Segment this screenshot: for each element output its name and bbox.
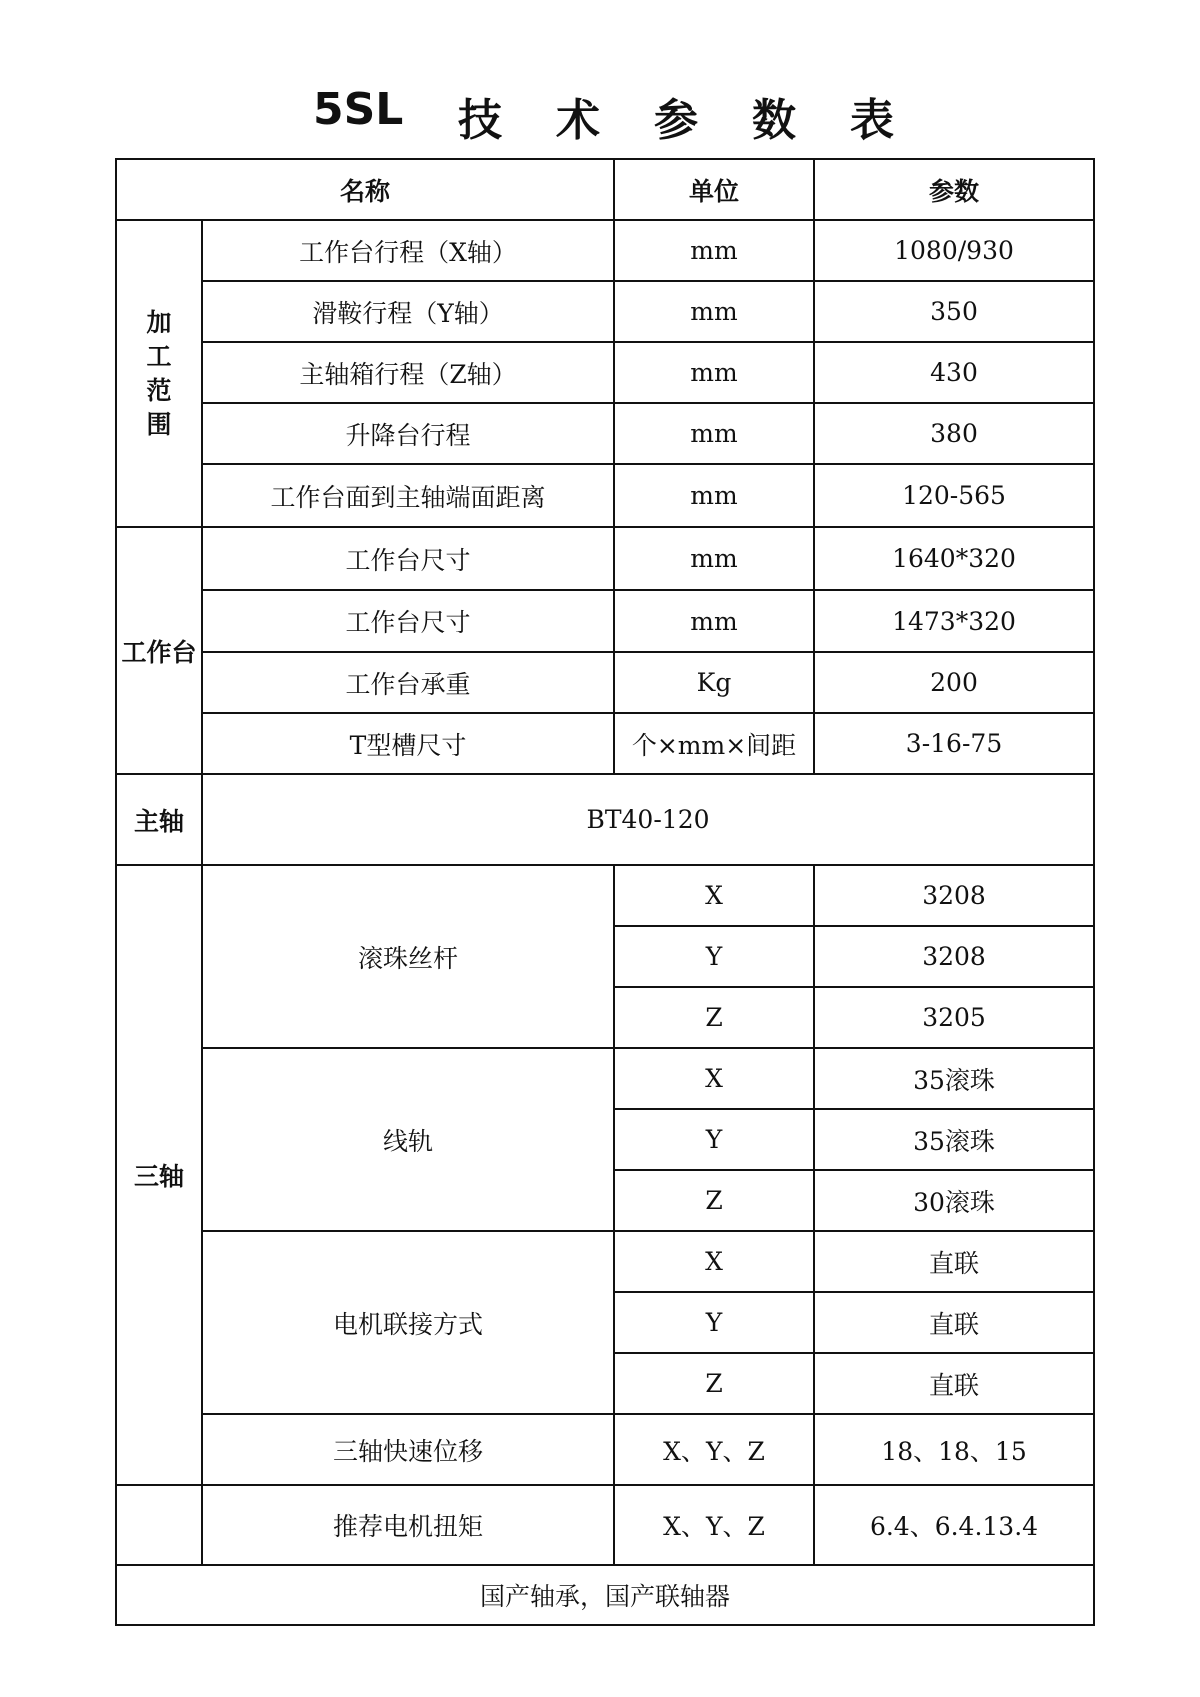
- title-char: 术: [556, 95, 600, 146]
- param-name: 升降台行程: [202, 403, 614, 464]
- param-value: 6.4、6.4.13.4: [814, 1485, 1094, 1565]
- table-row: [116, 281, 1094, 342]
- spec-table: [115, 158, 1095, 1626]
- table-row: [116, 1414, 1094, 1485]
- param-unit: mm: [614, 464, 814, 527]
- table-row: [116, 342, 1094, 403]
- param-value: 430: [814, 342, 1094, 403]
- param-name: 线轨: [202, 1048, 614, 1231]
- table-row: [116, 527, 1094, 590]
- param-name: T型槽尺寸: [202, 713, 614, 774]
- param-value: 直联: [814, 1353, 1094, 1414]
- header-unit: 单位: [614, 159, 814, 220]
- spindle-value: BT40-120: [202, 774, 1094, 865]
- param-value: 120-565: [814, 464, 1094, 527]
- param-unit: mm: [614, 342, 814, 403]
- param-value: 35滚珠: [814, 1109, 1094, 1170]
- param-value: 200: [814, 652, 1094, 713]
- category-three-axis: 三轴: [116, 865, 202, 1485]
- param-name: 工作台承重: [202, 652, 614, 713]
- param-name: 滚珠丝杆: [202, 865, 614, 1048]
- param-unit: Kg: [614, 652, 814, 713]
- axis-label: X: [614, 865, 814, 926]
- table-row: [116, 1048, 1094, 1109]
- empty-category-cell: [116, 1485, 202, 1565]
- param-value: 直联: [814, 1231, 1094, 1292]
- category-spindle: 主轴: [116, 774, 202, 865]
- param-value: 18、18、15: [814, 1414, 1094, 1485]
- axis-label: Z: [614, 1170, 814, 1231]
- header-row: [116, 159, 1094, 220]
- table-row: [116, 403, 1094, 464]
- param-name: 电机联接方式: [202, 1231, 614, 1414]
- param-name: 工作台尺寸: [202, 590, 614, 652]
- header-param: 参数: [814, 159, 1094, 220]
- axis-label: X: [614, 1231, 814, 1292]
- param-value: 30滚珠: [814, 1170, 1094, 1231]
- page-title: [0, 84, 1200, 144]
- param-value: 35滚珠: [814, 1048, 1094, 1109]
- category-worktable: 工作台: [116, 527, 202, 774]
- title-char: 参: [654, 95, 698, 146]
- axis-label: Z: [614, 1353, 814, 1414]
- title-char: 技: [458, 95, 502, 146]
- axis-label: X: [614, 1048, 814, 1109]
- param-value: 直联: [814, 1292, 1094, 1353]
- param-name: 三轴快速位移: [202, 1414, 614, 1485]
- param-unit: X、Y、Z: [614, 1485, 814, 1565]
- param-unit: mm: [614, 220, 814, 281]
- title-char: 数: [752, 95, 796, 146]
- param-value: 3-16-75: [814, 713, 1094, 774]
- table-row: [116, 713, 1094, 774]
- param-name: 工作台面到主轴端面距离: [202, 464, 614, 527]
- table-row: [116, 1231, 1094, 1292]
- param-unit: 个×mm×间距: [614, 713, 814, 774]
- param-name: 工作台行程（X轴）: [202, 220, 614, 281]
- param-unit: mm: [614, 403, 814, 464]
- param-unit: mm: [614, 527, 814, 590]
- table-row: [116, 1485, 1094, 1565]
- axis-label: Y: [614, 1109, 814, 1170]
- table-row: [116, 774, 1094, 865]
- table-row: [116, 652, 1094, 713]
- axis-label: Z: [614, 987, 814, 1048]
- axis-label: Y: [614, 926, 814, 987]
- table-row: [116, 865, 1094, 926]
- param-value: 380: [814, 403, 1094, 464]
- table-row: [116, 220, 1094, 281]
- table-row: [116, 464, 1094, 527]
- param-unit: X、Y、Z: [614, 1414, 814, 1485]
- param-unit: mm: [614, 590, 814, 652]
- param-value: 1640*320: [814, 527, 1094, 590]
- param-value: 350: [814, 281, 1094, 342]
- param-value: 3208: [814, 865, 1094, 926]
- param-name: 推荐电机扭矩: [202, 1485, 614, 1565]
- title-model: 5SL: [313, 84, 404, 135]
- param-value: 1080/930: [814, 220, 1094, 281]
- footer-row: [116, 1565, 1094, 1625]
- param-value: 1473*320: [814, 590, 1094, 652]
- table-row: [116, 590, 1094, 652]
- header-name: 名称: [116, 159, 614, 220]
- param-value: 3208: [814, 926, 1094, 987]
- footer-note: 国产轴承，国产联轴器: [116, 1565, 1094, 1625]
- axis-label: Y: [614, 1292, 814, 1353]
- category-machining-range: 加 工 范 围: [116, 220, 202, 527]
- param-name: 工作台尺寸: [202, 527, 614, 590]
- param-unit: mm: [614, 281, 814, 342]
- title-char: 表: [850, 95, 894, 146]
- param-name: 滑鞍行程（Y轴）: [202, 281, 614, 342]
- param-name: 主轴箱行程（Z轴）: [202, 342, 614, 403]
- param-value: 3205: [814, 987, 1094, 1048]
